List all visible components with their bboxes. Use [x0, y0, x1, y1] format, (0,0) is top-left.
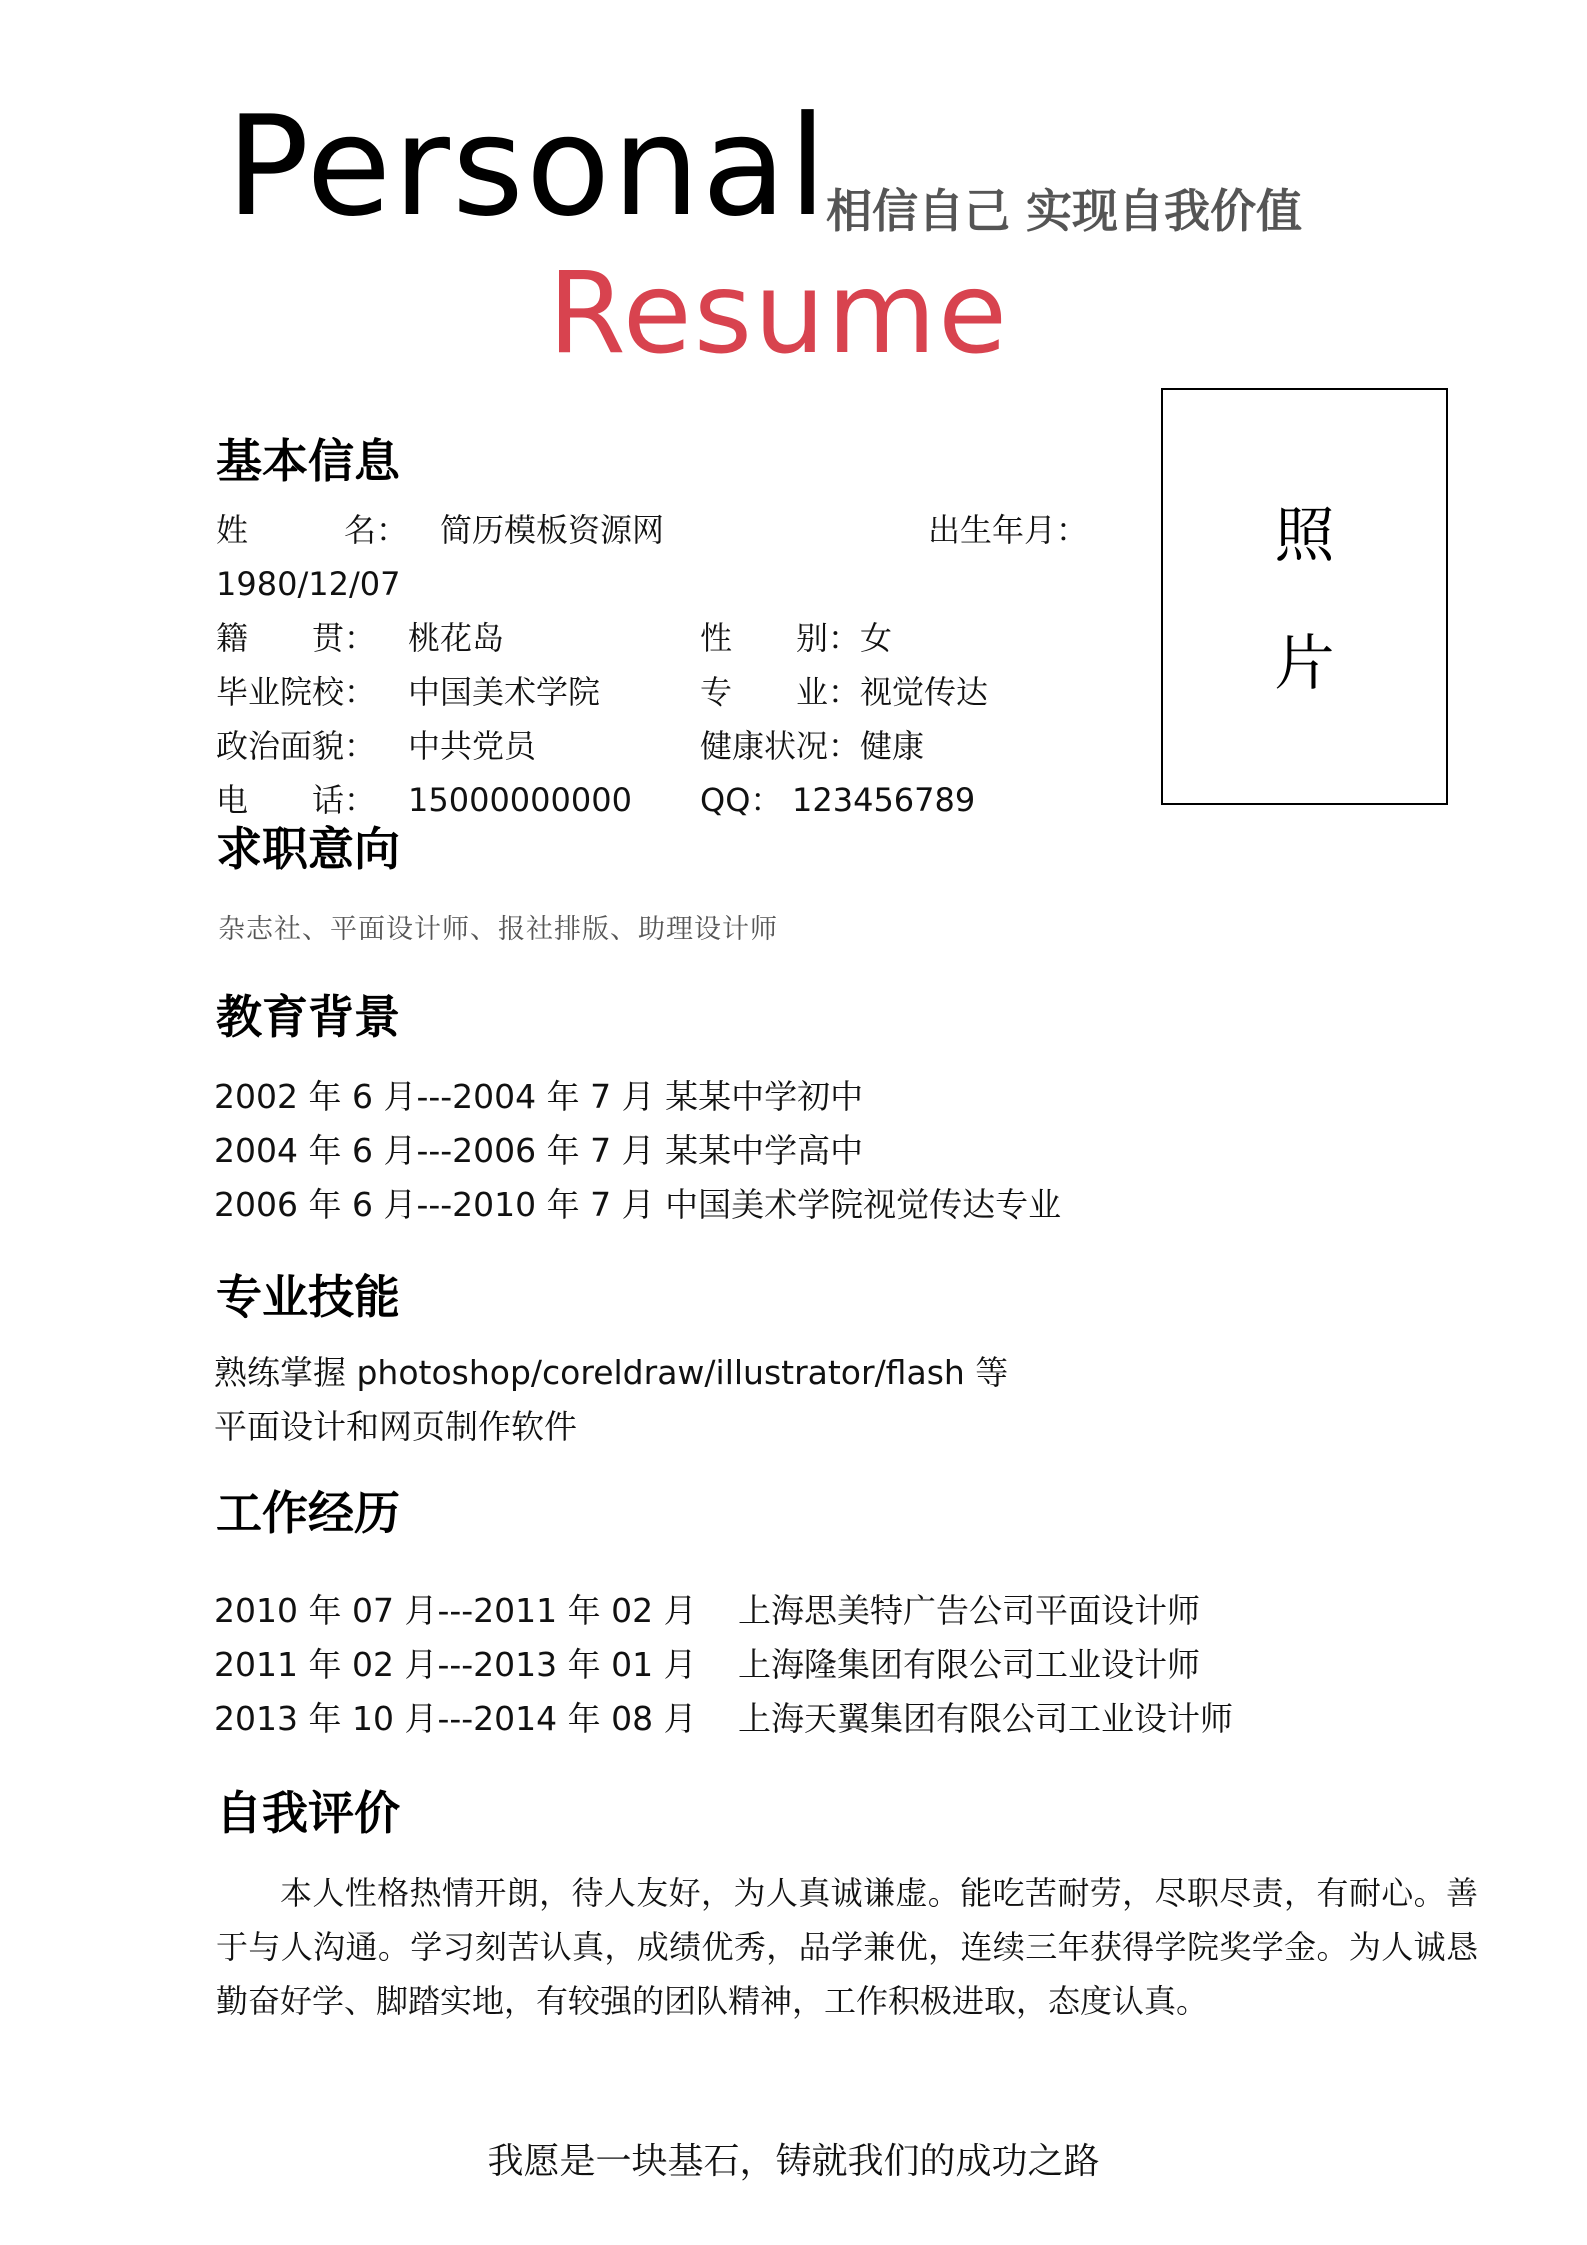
name-label: 姓 名：: [216, 511, 409, 549]
health-value: 健康: [860, 727, 925, 765]
heading-work: 工作经历: [216, 1486, 400, 1540]
major-value: 视觉传达: [860, 673, 989, 711]
job-intent-text: 杂志社、平面设计师、报社排版、助理设计师: [218, 914, 778, 945]
work-period: 2013 年 10 月---2014 年 08 月: [214, 1699, 697, 1738]
qq-value: 123456789: [792, 781, 976, 819]
photo-label-2: 片: [1274, 629, 1335, 699]
heading-self-evaluation: 自我评价: [216, 1786, 400, 1840]
photo-label-1: 照: [1274, 501, 1335, 571]
work-company: 上海思美特广告公司平面设计师: [738, 1591, 1200, 1630]
health-label: 健康状况：: [700, 727, 861, 765]
photo-placeholder: [1161, 388, 1448, 805]
birth-label: 出生年月：: [928, 511, 1089, 549]
title-personal: Personal: [226, 86, 829, 247]
tagline: 相信自己 实现自我价值: [826, 184, 1303, 238]
education-item: 2002 年 6 月---2004 年 7 月 某某中学初中: [214, 1077, 864, 1116]
name-value: 简历模板资源网: [440, 511, 665, 549]
hometown-label: 籍 贯：: [216, 619, 377, 657]
work-period: 2011 年 02 月---2013 年 01 月: [214, 1645, 697, 1684]
skills-line-1: 熟练掌握 photoshop/coreldraw/illustrator/flash 等: [214, 1353, 1009, 1392]
heading-basic-info: 基本信息: [216, 434, 400, 488]
phone-label: 电 话：: [216, 781, 377, 819]
hometown-value: 桃花岛: [408, 619, 505, 657]
self-evaluation-text: 本人性格热情开朗，待人友好，为人真诚谦虚。能吃苦耐劳，尽职尽责，有耐心。善于与人沟通。学习刻苦认真，成绩优秀，品学兼优，连续三年获得学院奖学金。为人诚恳勤奋好学、脚踏实地，有较强的团队精神，工作积极进取，态度认真。: [216, 1874, 1478, 2020]
education-item: 2006 年 6 月---2010 年 7 月 中国美术学院视觉传达专业: [214, 1185, 1062, 1224]
political-label: 政治面貌：: [216, 727, 377, 765]
work-company: 上海天翼集团有限公司工业设计师: [738, 1699, 1233, 1738]
school-value: 中国美术学院: [408, 673, 601, 711]
skills-line-2: 平面设计和网页制作软件: [214, 1407, 577, 1446]
school-label: 毕业院校：: [216, 673, 377, 711]
education-item: 2004 年 6 月---2006 年 7 月 某某中学高中: [214, 1131, 864, 1170]
gender-value: 女: [860, 619, 893, 657]
title-resume: Resume: [548, 249, 1010, 379]
basic-info-block: [216, 510, 1116, 819]
gender-label: 性 别：: [700, 619, 861, 657]
motto: 我愿是一块基石，铸就我们的成功之路: [487, 2141, 1100, 2182]
major-label: 专 业：: [700, 673, 861, 711]
work-company: 上海隆集团有限公司工业设计师: [738, 1645, 1200, 1684]
phone-value: 15000000000: [408, 781, 632, 819]
birth-value: 1980/12/07: [216, 565, 401, 603]
heading-education: 教育背景: [216, 990, 400, 1044]
work-period: 2010 年 07 月---2011 年 02 月: [214, 1591, 697, 1630]
qq-label: QQ：: [700, 781, 783, 819]
political-value: 中共党员: [408, 727, 537, 765]
heading-job-intent: 求职意向: [216, 822, 400, 876]
heading-skills: 专业技能: [216, 1270, 400, 1324]
